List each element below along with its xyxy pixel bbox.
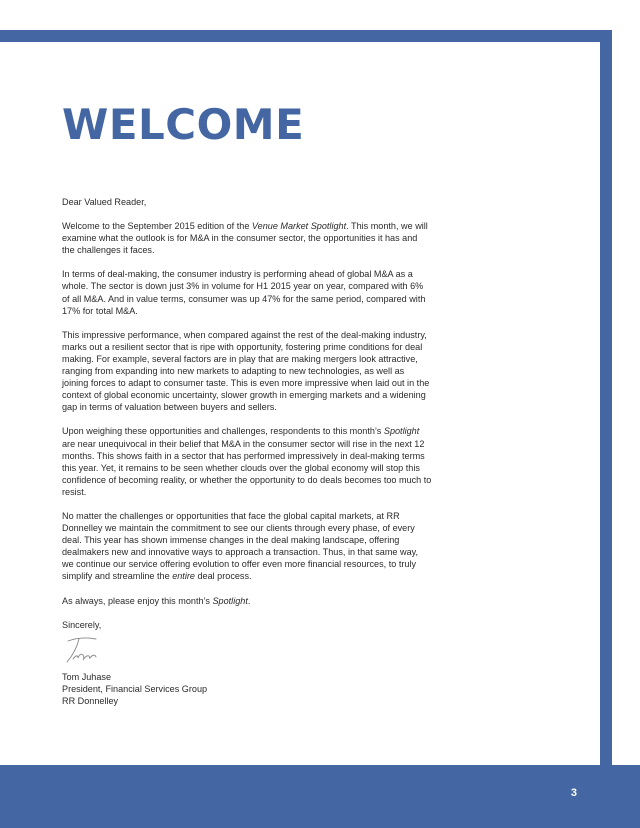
- enjoy-text-end: .: [247, 595, 251, 606]
- publication-name: Venue Market Spotlight: [251, 221, 347, 232]
- enjoy-text: As always, please enjoy this month’s: [62, 595, 213, 606]
- paragraph-enjoy: [62, 595, 432, 607]
- paragraph-performance: This impressive performance, when compared against the rest of the deal-making industry, marks out a resilient sector that is ripe with opportunity, fostering prime conditions for deal making. For example, several factors are in play that are making mergers look attractive, ranging from expanding into new markets to adapting to new technologies, as well as joining forces to adapt to consumer taste. This is even more impressive when laid out in the context of global economic uncertainty, slower growth in emerging markets and a widening gap in terms of valuation between buyers and sellers.: [62, 329, 430, 413]
- top-frame-bar: [0, 30, 612, 42]
- commitment-text: No matter the challenges or opportunities that face the global capital markets, at RR Donnelley we maintain the commitment to see our clients through every phase, of every deal. This year has shown immense changes in the deal making landscape, offering dealmakers new and innovative ways to approach a transaction. Thus, in that same way, we continue our service offering evolution to offer even more financial resources, to truly simplify and streamline the: [62, 510, 419, 582]
- salutation: Dear Valued Reader,: [62, 197, 147, 207]
- paragraph-commitment: [62, 510, 432, 583]
- signer-title: President, Financial Services Group: [62, 683, 208, 694]
- intro-text-cont: . This month, we will examine what the outlook is for M&A in the consumer sector, the opportunities it has and the challenges it faces.: [62, 221, 428, 256]
- signer-name: Tom Juhase: [62, 671, 112, 682]
- signature-block: [62, 671, 432, 707]
- intro-text: Welcome to the September 2015 edition of the: [62, 221, 252, 232]
- right-margin: [612, 30, 640, 770]
- paragraph-deal-making: In terms of deal-making, the consumer industry is performing ahead of global M&A as a whole. The sector is down just 3% in volume for H1 2015 year on year, compared with 6% of all M&A. And in value terms, consumer was up 47% for the same period, compared with 17% for total M&A.: [62, 269, 426, 316]
- letter-body: [62, 196, 432, 707]
- right-frame-bar: [600, 30, 612, 770]
- closing: Sincerely,: [62, 619, 102, 630]
- emphasis-entire: entire: [172, 571, 195, 582]
- page-title: WELCOME: [62, 100, 305, 149]
- commitment-text-cont: deal process.: [194, 571, 252, 582]
- spotlight-name-2: Spotlight: [212, 595, 248, 606]
- signature-image: [62, 633, 104, 667]
- signer-company: RR Donnelley: [62, 695, 119, 706]
- spotlight-name: Spotlight: [383, 426, 420, 437]
- paragraph-intro: [62, 220, 432, 256]
- footer-band: [0, 765, 640, 828]
- paragraph-respondents: [62, 425, 432, 498]
- respondents-text-cont: are near unequivocal in their belief that M&A in the consumer sector will rise in the next 12 months. This shows faith in a sector that has performed impressively in deal-making terms this year. Yet, it remains to be seen whether clouds over the global economy will stop this confidence of becoming reality, or whether the opportunity to do deals becomes too much to resist.: [62, 438, 432, 497]
- page-number: 3: [570, 787, 577, 799]
- respondents-text: Upon weighing these opportunities and challenges, respondents to this month’s: [62, 426, 384, 437]
